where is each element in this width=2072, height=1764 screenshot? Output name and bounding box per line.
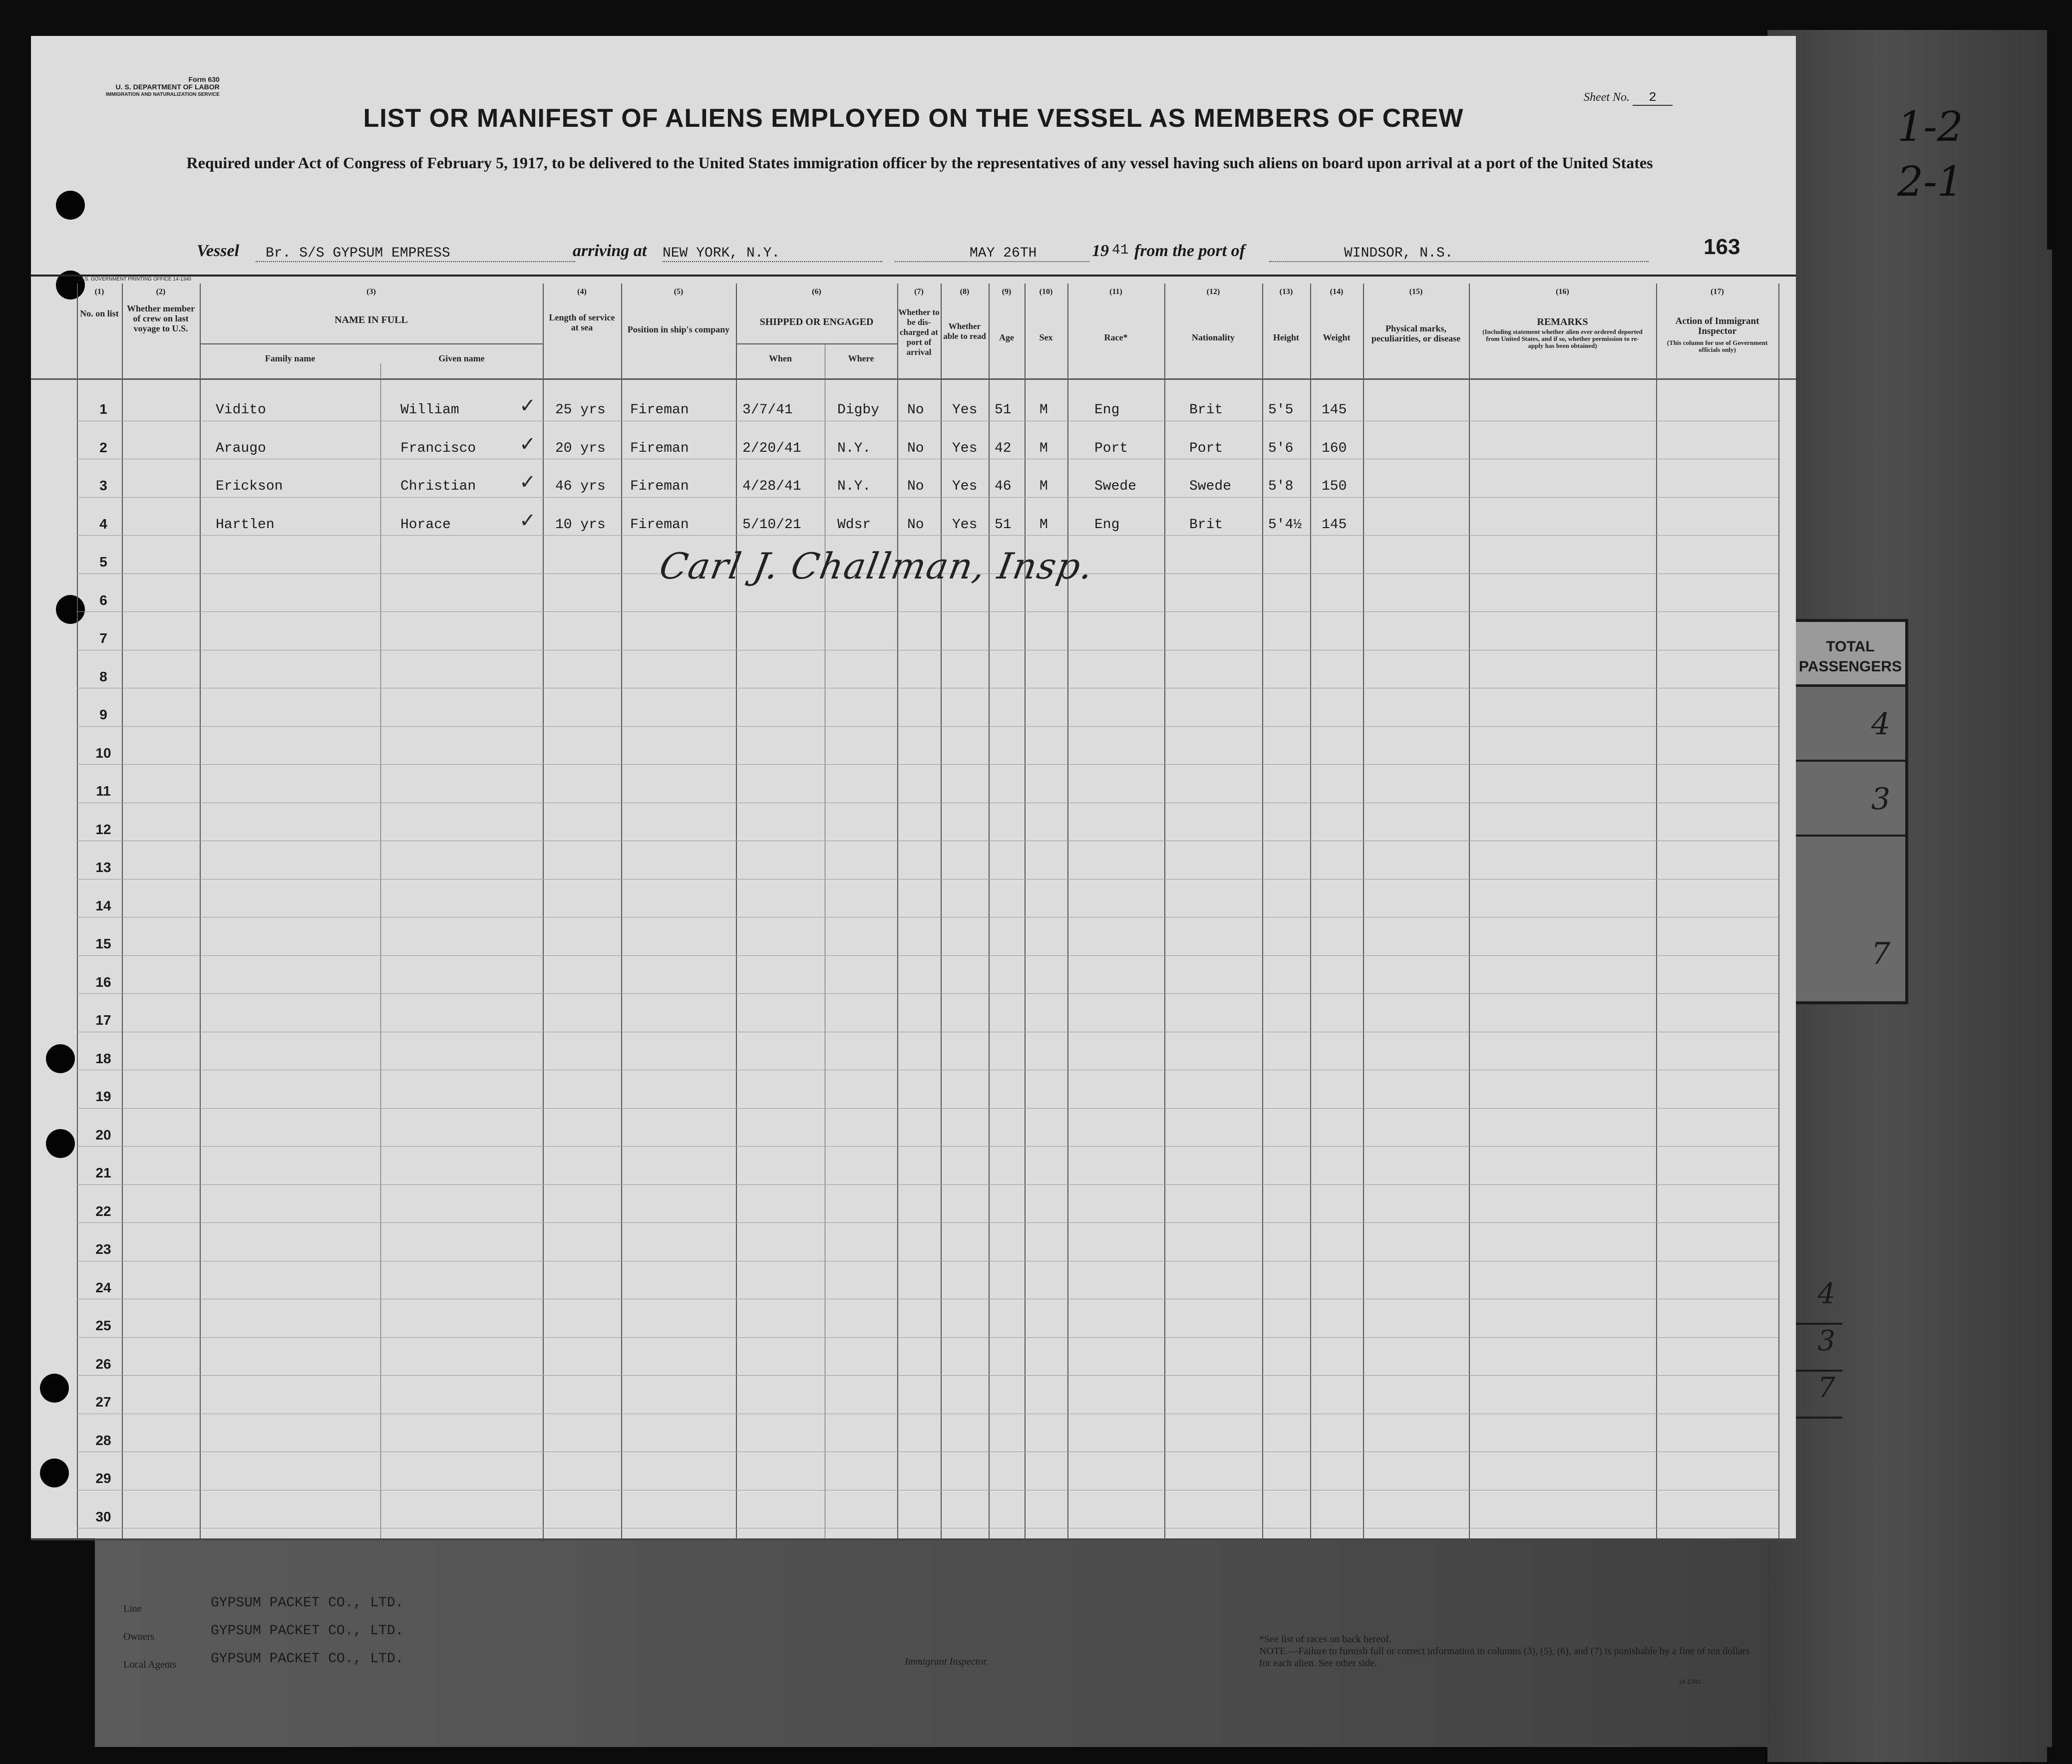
corner-annotation: 1-2 2-1 bbox=[1897, 103, 1964, 206]
column-rule bbox=[77, 284, 78, 1539]
column-number: (5) bbox=[674, 288, 684, 296]
line-number: 27 bbox=[95, 1394, 111, 1410]
arrival-date: MAY 26TH bbox=[895, 246, 1089, 262]
header-length-service: Length of service at sea bbox=[549, 312, 615, 332]
line-number: 3 bbox=[99, 478, 107, 493]
row-rule bbox=[77, 726, 1778, 727]
able-to-read-cell: Yes bbox=[952, 517, 978, 533]
column-rule bbox=[1025, 284, 1026, 1539]
tally-lower-value: 7 bbox=[1792, 1372, 1842, 1419]
row-rule bbox=[77, 764, 1778, 765]
column-rule bbox=[1067, 284, 1068, 1539]
page-number: 163 bbox=[1704, 235, 1740, 259]
line-number: 29 bbox=[95, 1470, 111, 1486]
header-weight: Weight bbox=[1323, 332, 1351, 342]
header-whether-member: Whether member of crew on last voyage to U.S. bbox=[126, 303, 195, 333]
column-number: (7) bbox=[914, 288, 924, 296]
given-name-cell: Horace bbox=[400, 517, 451, 533]
line-number: 26 bbox=[95, 1356, 111, 1372]
shipped-when-cell: 2/20/41 bbox=[742, 440, 801, 456]
column-number: (1) bbox=[94, 288, 104, 296]
tally-value: 3 bbox=[1795, 762, 1905, 837]
nationality-cell: Port bbox=[1189, 440, 1223, 456]
race-cell: Swede bbox=[1094, 479, 1137, 494]
height-cell: 5'8 bbox=[1268, 479, 1294, 494]
line-number: 15 bbox=[95, 936, 111, 951]
line-number: 23 bbox=[95, 1241, 111, 1257]
header-physical: Physical marks, peculiarities, or disease bbox=[1371, 323, 1461, 343]
tally-value: 7 bbox=[1871, 936, 1890, 971]
line-number: 18 bbox=[95, 1050, 111, 1066]
checkmark-icon: ✓ bbox=[519, 471, 536, 494]
header-remarks: REMARKS bbox=[1537, 316, 1588, 327]
form-subtitle: Required under Act of Congress of February 5, 1917, to be delivered to the United States immigration officer by the representatives of any vessel having such aliens on board upon arrival at a port of the United States bbox=[186, 154, 1653, 172]
header-age: Age bbox=[999, 332, 1014, 342]
manifest-page bbox=[31, 36, 1796, 1685]
arriving-label: arriving at bbox=[573, 242, 647, 260]
header-position: Position in ship's company bbox=[627, 324, 730, 334]
height-cell: 5'5 bbox=[1268, 402, 1294, 418]
vessel-line bbox=[31, 242, 1796, 267]
column-rule bbox=[1262, 284, 1263, 1539]
header-shipped-engaged: SHIPPED OR ENGAGED bbox=[759, 316, 874, 327]
row-rule bbox=[77, 1222, 1778, 1223]
from-port: WINDSOR, N.S. bbox=[1269, 246, 1649, 262]
column-number: (12) bbox=[1206, 288, 1220, 296]
line-number: 6 bbox=[99, 592, 107, 608]
able-to-read-cell: Yes bbox=[952, 479, 978, 494]
column-rule bbox=[897, 284, 898, 1539]
owners-label: Owners bbox=[123, 1631, 155, 1642]
row-rule bbox=[77, 1146, 1778, 1147]
line-number: 11 bbox=[96, 783, 111, 799]
able-to-read-cell: Yes bbox=[952, 402, 978, 418]
column-number: (16) bbox=[1556, 288, 1569, 296]
header-rule bbox=[31, 275, 1796, 277]
header-bottom-rule bbox=[31, 378, 1796, 380]
line-label: Line bbox=[123, 1603, 142, 1614]
header-nationality: Nationality bbox=[1191, 332, 1235, 342]
line-number: 25 bbox=[95, 1318, 111, 1333]
form-title: LIST OR MANIFEST OF ALIENS EMPLOYED ON THE VESSEL AS MEMBERS OF CREW bbox=[363, 104, 1464, 133]
column-rule bbox=[200, 284, 201, 1539]
line-number: 22 bbox=[95, 1203, 111, 1219]
family-name-cell: Vidito bbox=[216, 402, 266, 418]
column-number: (9) bbox=[1002, 288, 1012, 296]
column-number: (13) bbox=[1279, 288, 1293, 296]
family-name-cell: Erickson bbox=[216, 479, 283, 494]
footer-notes: *See list of races on back hereof. NOTE.—Failure to furnish full or correct information in columns (3), (5), (6), and (7) is punishable by a fine of ten dollars for each alien. See other side. bbox=[1259, 1634, 1750, 1669]
length-of-service-cell: 10 yrs bbox=[555, 517, 606, 533]
column-rule bbox=[1164, 284, 1165, 1539]
family-name-cell: Araugo bbox=[216, 440, 266, 456]
column-rule bbox=[543, 284, 544, 1539]
tally-lower-value: 4 bbox=[1792, 1278, 1842, 1325]
line-number: 21 bbox=[95, 1165, 111, 1180]
shipped-when-cell: 5/10/21 bbox=[742, 517, 801, 533]
checkmark-icon: ✓ bbox=[519, 432, 536, 456]
given-name-cell: Christian bbox=[400, 479, 476, 494]
header-able-read: Whether able to read bbox=[943, 321, 986, 341]
vessel-name: Br. S/S GYPSUM EMPRESS bbox=[256, 246, 575, 262]
header-when: When bbox=[768, 353, 792, 363]
row-rule bbox=[77, 993, 1778, 994]
row-rule bbox=[77, 1184, 1778, 1185]
column-rule bbox=[736, 284, 737, 1539]
line-number: 9 bbox=[99, 707, 107, 722]
column-rule bbox=[1656, 284, 1657, 1539]
owners-value: GYPSUM PACKET CO., LTD. bbox=[211, 1623, 404, 1639]
shipped-where-cell: N.Y. bbox=[837, 440, 871, 456]
discharged-cell: No bbox=[907, 479, 924, 494]
line-number: 1 bbox=[99, 401, 107, 417]
header-remarks-sub: (Including statement whether alien ever ordered deported from United States, and if so, whether permission to re-apply has been obtained) bbox=[1482, 328, 1643, 349]
length-of-service-cell: 46 yrs bbox=[555, 479, 606, 494]
shipped-where-cell: Wdsr bbox=[837, 517, 871, 533]
shipped-when-cell: 4/28/41 bbox=[742, 479, 801, 494]
height-cell: 5'6 bbox=[1268, 440, 1294, 456]
table-bottom-rule bbox=[31, 1539, 1796, 1540]
sex-cell: M bbox=[1039, 517, 1048, 533]
header-family-name: Family name bbox=[265, 353, 316, 363]
row-rule bbox=[77, 1337, 1778, 1338]
weight-cell: 145 bbox=[1322, 402, 1347, 418]
column-rule bbox=[1778, 284, 1779, 1539]
given-name-cell: Francisco bbox=[400, 440, 476, 456]
tally-lower bbox=[1792, 1278, 1842, 1419]
shipped-where-cell: N.Y. bbox=[837, 479, 871, 494]
header-given-name: Given name bbox=[438, 353, 485, 363]
row-rule bbox=[77, 879, 1778, 880]
able-to-read-cell: Yes bbox=[952, 440, 978, 456]
line-number: 13 bbox=[95, 860, 111, 875]
position-cell: Fireman bbox=[630, 402, 689, 418]
inspector-label: Immigrant Inspector. bbox=[905, 1656, 989, 1667]
column-number: (3) bbox=[366, 288, 376, 296]
column-number: (10) bbox=[1039, 288, 1053, 296]
column-rule bbox=[1310, 284, 1311, 1539]
header-height: Height bbox=[1273, 332, 1299, 342]
column-number: (17) bbox=[1711, 288, 1724, 296]
line-number: 8 bbox=[99, 668, 107, 684]
vessel-label: Vessel bbox=[197, 242, 239, 260]
line-number: 12 bbox=[95, 821, 111, 837]
tally-value: 4 bbox=[1795, 687, 1905, 762]
row-rule bbox=[77, 1375, 1778, 1376]
tally-lower-value: 3 bbox=[1792, 1325, 1842, 1372]
checkmark-icon: ✓ bbox=[519, 509, 536, 532]
weight-cell: 150 bbox=[1322, 479, 1347, 494]
column-rule bbox=[621, 284, 622, 1539]
arrival-year: 41 bbox=[1112, 243, 1129, 258]
column-number: (14) bbox=[1330, 288, 1344, 296]
line-number: 10 bbox=[95, 745, 111, 761]
arriving-at: NEW YORK, N.Y. bbox=[663, 246, 882, 262]
position-cell: Fireman bbox=[630, 440, 689, 456]
punch-hole bbox=[56, 191, 85, 220]
header-sex: Sex bbox=[1039, 332, 1053, 342]
position-cell: Fireman bbox=[630, 517, 689, 533]
row-rule bbox=[77, 535, 1778, 536]
total-passengers-label: TOTAL PASSENGERS bbox=[1795, 622, 1905, 687]
weight-cell: 145 bbox=[1322, 517, 1347, 533]
header-no-on-list: No. on list bbox=[80, 308, 119, 318]
line-number: 5 bbox=[99, 554, 107, 570]
discharged-cell: No bbox=[907, 402, 924, 418]
column-number: (4) bbox=[577, 288, 587, 296]
line-number: 7 bbox=[99, 630, 107, 646]
race-cell: Eng bbox=[1094, 402, 1120, 418]
given-name-cell: William bbox=[400, 402, 459, 418]
sex-cell: M bbox=[1039, 402, 1048, 418]
race-cell: Port bbox=[1094, 440, 1128, 456]
row-rule bbox=[77, 497, 1778, 498]
agents-value: GYPSUM PACKET CO., LTD. bbox=[211, 1651, 404, 1667]
line-number: 19 bbox=[95, 1089, 111, 1104]
length-of-service-cell: 20 yrs bbox=[555, 440, 606, 456]
line-number: 28 bbox=[95, 1432, 111, 1448]
sex-cell: M bbox=[1039, 440, 1048, 456]
form-code: 14-1340 bbox=[1679, 1678, 1701, 1685]
race-cell: Eng bbox=[1094, 517, 1120, 533]
header-race: Race* bbox=[1104, 332, 1128, 342]
line-number: 16 bbox=[95, 974, 111, 990]
age-cell: 42 bbox=[995, 440, 1012, 456]
discharged-cell: No bbox=[907, 440, 924, 456]
family-name-cell: Hartlen bbox=[216, 517, 275, 533]
footer-line bbox=[123, 1603, 142, 1615]
age-cell: 46 bbox=[995, 479, 1012, 494]
column-number: (15) bbox=[1409, 288, 1423, 296]
position-cell: Fireman bbox=[630, 479, 689, 494]
inspector-signature: Carl J. Challman, Insp. bbox=[656, 545, 1097, 587]
header-name-in-full: NAME IN FULL bbox=[335, 314, 408, 325]
line-value: GYPSUM PACKET CO., LTD. bbox=[211, 1595, 404, 1611]
header-action: Action of Immigrant Inspector bbox=[1675, 316, 1759, 336]
manifest-table bbox=[31, 284, 1796, 1546]
column-rule bbox=[380, 363, 381, 1539]
line-number: 4 bbox=[99, 516, 107, 532]
column-number: (11) bbox=[1109, 288, 1122, 296]
height-cell: 5'4½ bbox=[1268, 517, 1302, 533]
line-number: 24 bbox=[95, 1279, 111, 1295]
form-identifier: Form 630 U. S. DEPARTMENT OF LABOR IMMIGRATION AND NATURALIZATION SERVICE bbox=[106, 75, 220, 97]
discharged-cell: No bbox=[907, 517, 924, 533]
from-label: from the port of bbox=[1134, 242, 1245, 260]
row-rule bbox=[77, 611, 1778, 612]
line-number: 14 bbox=[95, 897, 111, 913]
column-rule bbox=[1469, 284, 1470, 1539]
year-prefix: 19 bbox=[1092, 242, 1109, 260]
header-rule bbox=[200, 343, 543, 344]
sheet-number: Sheet No. 2 bbox=[1584, 90, 1673, 106]
age-cell: 51 bbox=[995, 402, 1012, 418]
nationality-cell: Swede bbox=[1189, 479, 1232, 494]
column-rule bbox=[989, 284, 990, 1539]
nationality-cell: Brit bbox=[1189, 517, 1223, 533]
row-rule bbox=[77, 955, 1778, 956]
line-number: 30 bbox=[95, 1508, 111, 1524]
column-rule bbox=[941, 284, 942, 1539]
checkmark-icon: ✓ bbox=[519, 394, 536, 417]
length-of-service-cell: 25 yrs bbox=[555, 402, 606, 418]
column-rule bbox=[1363, 284, 1364, 1539]
line-number: 17 bbox=[95, 1012, 111, 1028]
header-discharged: Whether to be dis-charged at port of arrival bbox=[898, 307, 940, 357]
column-number: (6) bbox=[812, 288, 821, 296]
line-number: 2 bbox=[99, 439, 107, 455]
row-rule bbox=[77, 1108, 1778, 1109]
header-action-sub: (This column for use of Government officials only) bbox=[1667, 339, 1768, 353]
line-number: 20 bbox=[95, 1127, 111, 1143]
header-where: Where bbox=[848, 353, 874, 363]
shipped-where-cell: Digby bbox=[837, 402, 880, 418]
shipped-when-cell: 3/7/41 bbox=[742, 402, 793, 418]
print-note: U. S. GOVERNMENT PRINTING OFFICE 14-1340 bbox=[78, 277, 191, 282]
total-passengers-box bbox=[1792, 619, 1908, 1004]
column-number: (2) bbox=[156, 288, 166, 296]
nationality-cell: Brit bbox=[1189, 402, 1223, 418]
sex-cell: M bbox=[1039, 479, 1048, 494]
age-cell: 51 bbox=[995, 517, 1012, 533]
header-rule bbox=[736, 343, 897, 344]
column-number: (8) bbox=[960, 288, 970, 296]
weight-cell: 160 bbox=[1322, 440, 1347, 456]
agents-label: Local Agents bbox=[123, 1659, 177, 1670]
